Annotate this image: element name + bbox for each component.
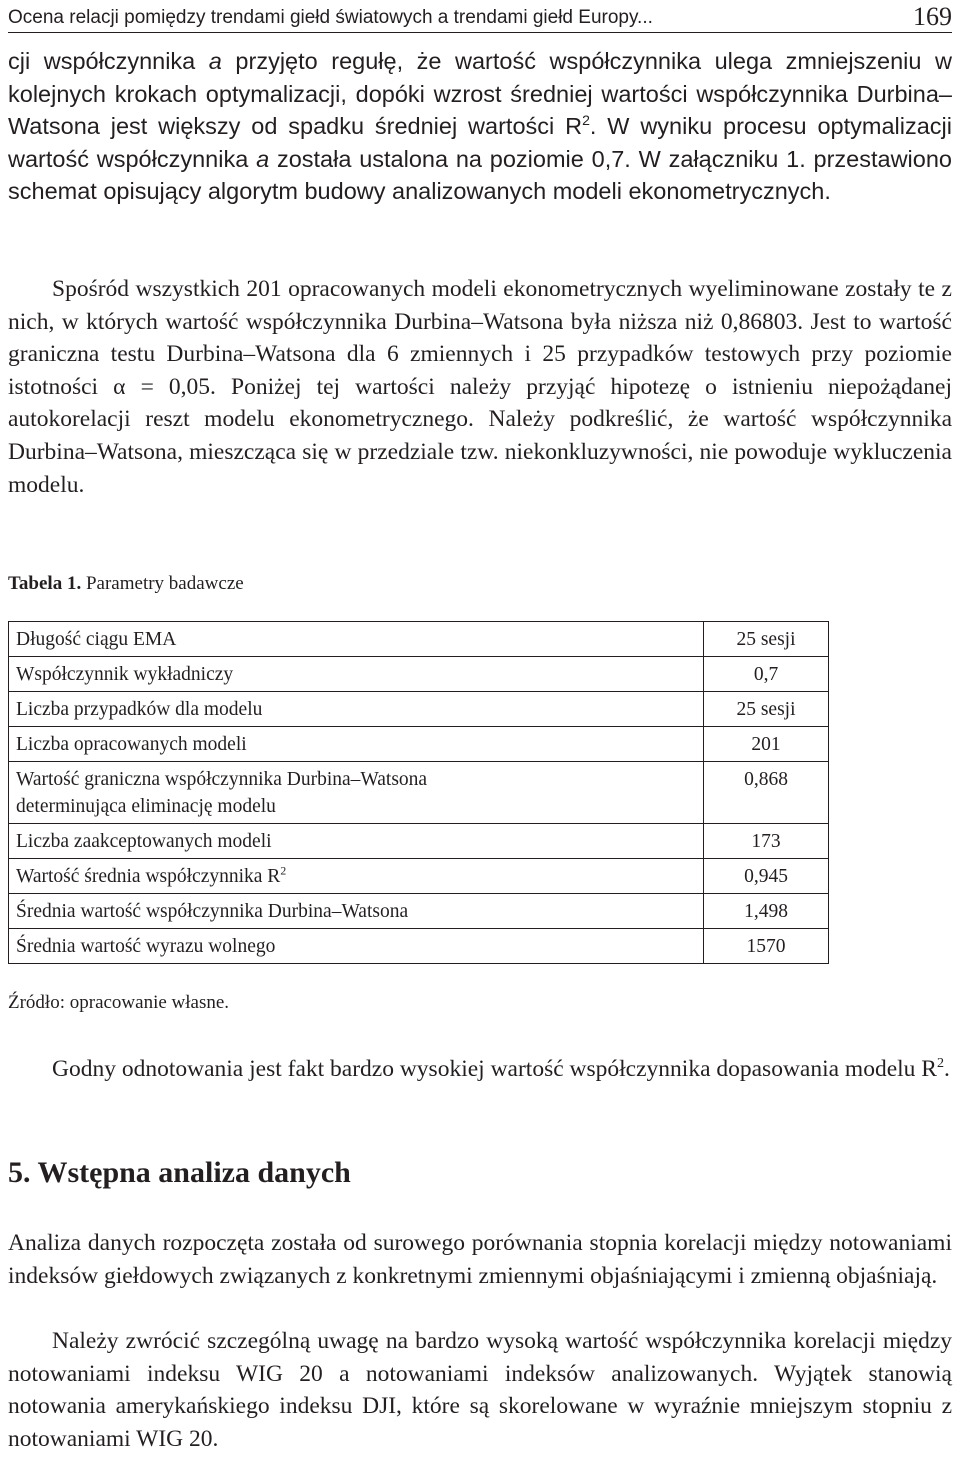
paragraph-r2-note xyxy=(8,1053,952,1086)
table-row xyxy=(9,894,829,929)
row-label-line2: determinująca eliminację modelu xyxy=(16,796,276,817)
row-label: Liczba przypadków dla modelu xyxy=(9,692,704,727)
symbol-a: a xyxy=(208,48,222,74)
table-row xyxy=(9,622,829,657)
row-label xyxy=(9,859,704,894)
paragraph-analysis: Analiza danych rozpoczęta została od surowego porównania stopnia korelacji między notowaniami indeksów giełdowych związanych z konkretnymi zmiennymi objaśniającymi i zmienną objaśniają. xyxy=(8,1230,952,1289)
table-row xyxy=(9,692,829,727)
row-label: Średnia wartość wyrazu wolnego xyxy=(9,929,704,964)
paragraph-elimination: Spośród wszystkich 201 opracowanych modeli ekonometrycznych wyeliminowane zostały te z nich, w których wartość współczynnika Durbina–Watsona była niższa niż 0,86803. Jest to wartość graniczna testu Durbina–Watsona dla 6 zmiennych i 25 przypadków testowych przy poziomie istotności α = 0,05. Poniżej tej wartości należy przyjąć hipotezę o istnieniu niepożądanej autokorelacji reszt modelu ekonometrycznego. Należy podkreślić, że wartość współczynnika Durbina–Watsona, mieszcząca się w przedziale tzw. niekonkluzywności, nie powoduje wykluczenia modelu. xyxy=(8,276,952,498)
table-row xyxy=(9,929,829,964)
text-span: . xyxy=(944,1056,950,1082)
text-span: Godny odnotowania jest fakt bardzo wysokiej wartość współczynnika dopasowania modelu R xyxy=(52,1056,937,1082)
paragraph-correlation: Należy zwrócić szczególną uwagę na bardzo wysoką wartość współczynnika korelacji między notowaniami indeksu WIG 20 a notowaniami indeksów analizowanych. Wyjątek stanowią notowania amerykańskiego indeksu DJI, które są skorelowane w wyraźnie mniejszym stopniu z notowaniami WIG 20. xyxy=(8,1328,952,1452)
text-span: . W wyniku procesu optymalizacji wartość współczynnika xyxy=(8,113,952,172)
row-value: 25 sesji xyxy=(704,622,829,657)
parameters-table xyxy=(8,621,829,964)
row-label: Długość ciągu EMA xyxy=(9,622,704,657)
table-row xyxy=(9,859,829,894)
row-value: 173 xyxy=(704,824,829,859)
row-label: Średnia wartość współczynnika Durbina–Watsona xyxy=(9,894,704,929)
row-value: 0,868 xyxy=(704,762,829,824)
row-value: 1,498 xyxy=(704,894,829,929)
superscript: 2 xyxy=(582,112,590,129)
caption-label: Tabela 1. xyxy=(8,573,82,594)
row-label: Liczba zaakceptowanych modeli xyxy=(9,824,704,859)
row-value: 0,7 xyxy=(704,657,829,692)
row-label: Współczynnik wykładniczy xyxy=(9,657,704,692)
table-caption xyxy=(8,573,244,595)
row-value: 0,945 xyxy=(704,859,829,894)
paragraph-optimization xyxy=(8,45,952,208)
text-span: została ustalona na poziomie 0,7. W załączniku 1. przestawiono schemat opisujący algorytm budowy analizowanych modeli ekonometrycznych. xyxy=(8,145,952,205)
row-label xyxy=(9,762,704,824)
table-row xyxy=(9,762,829,824)
page-number: 169 xyxy=(913,2,952,31)
row-value: 25 sesji xyxy=(704,692,829,727)
table-row xyxy=(9,824,829,859)
running-title: Ocena relacji pomiędzy trendami giełd światowych a trendami giełd Europy... xyxy=(8,7,653,28)
running-header xyxy=(8,4,952,33)
superscript: 2 xyxy=(280,864,287,878)
symbol-a: a xyxy=(256,145,270,172)
row-value: 1570 xyxy=(704,929,829,964)
section-heading: 5. Wstępna analiza danych xyxy=(8,1156,351,1189)
caption-text: Parametry badawcze xyxy=(81,573,244,594)
text-span: cji współczynnika xyxy=(8,48,209,74)
text-span: przyjęto regułę, że wartość współczynnika ulega zmniejszeniu w kolejnych krokach optymalizacji, dopóki wzrost średniej wartości współczynnika Durbina–Watsona jest większy od spadku średniej wartości R xyxy=(8,48,952,140)
row-value: 201 xyxy=(704,727,829,762)
row-label-text: Wartość średnia współczynnika R xyxy=(16,866,281,887)
table-row xyxy=(9,657,829,692)
table-source: Źródło: opracowanie własne. xyxy=(8,992,230,1013)
row-label-line1: Wartość graniczna współczynnika Durbina–Watsona xyxy=(16,769,428,790)
superscript: 2 xyxy=(936,1055,945,1072)
row-label: Liczba opracowanych modeli xyxy=(9,727,704,762)
table-row xyxy=(9,727,829,762)
